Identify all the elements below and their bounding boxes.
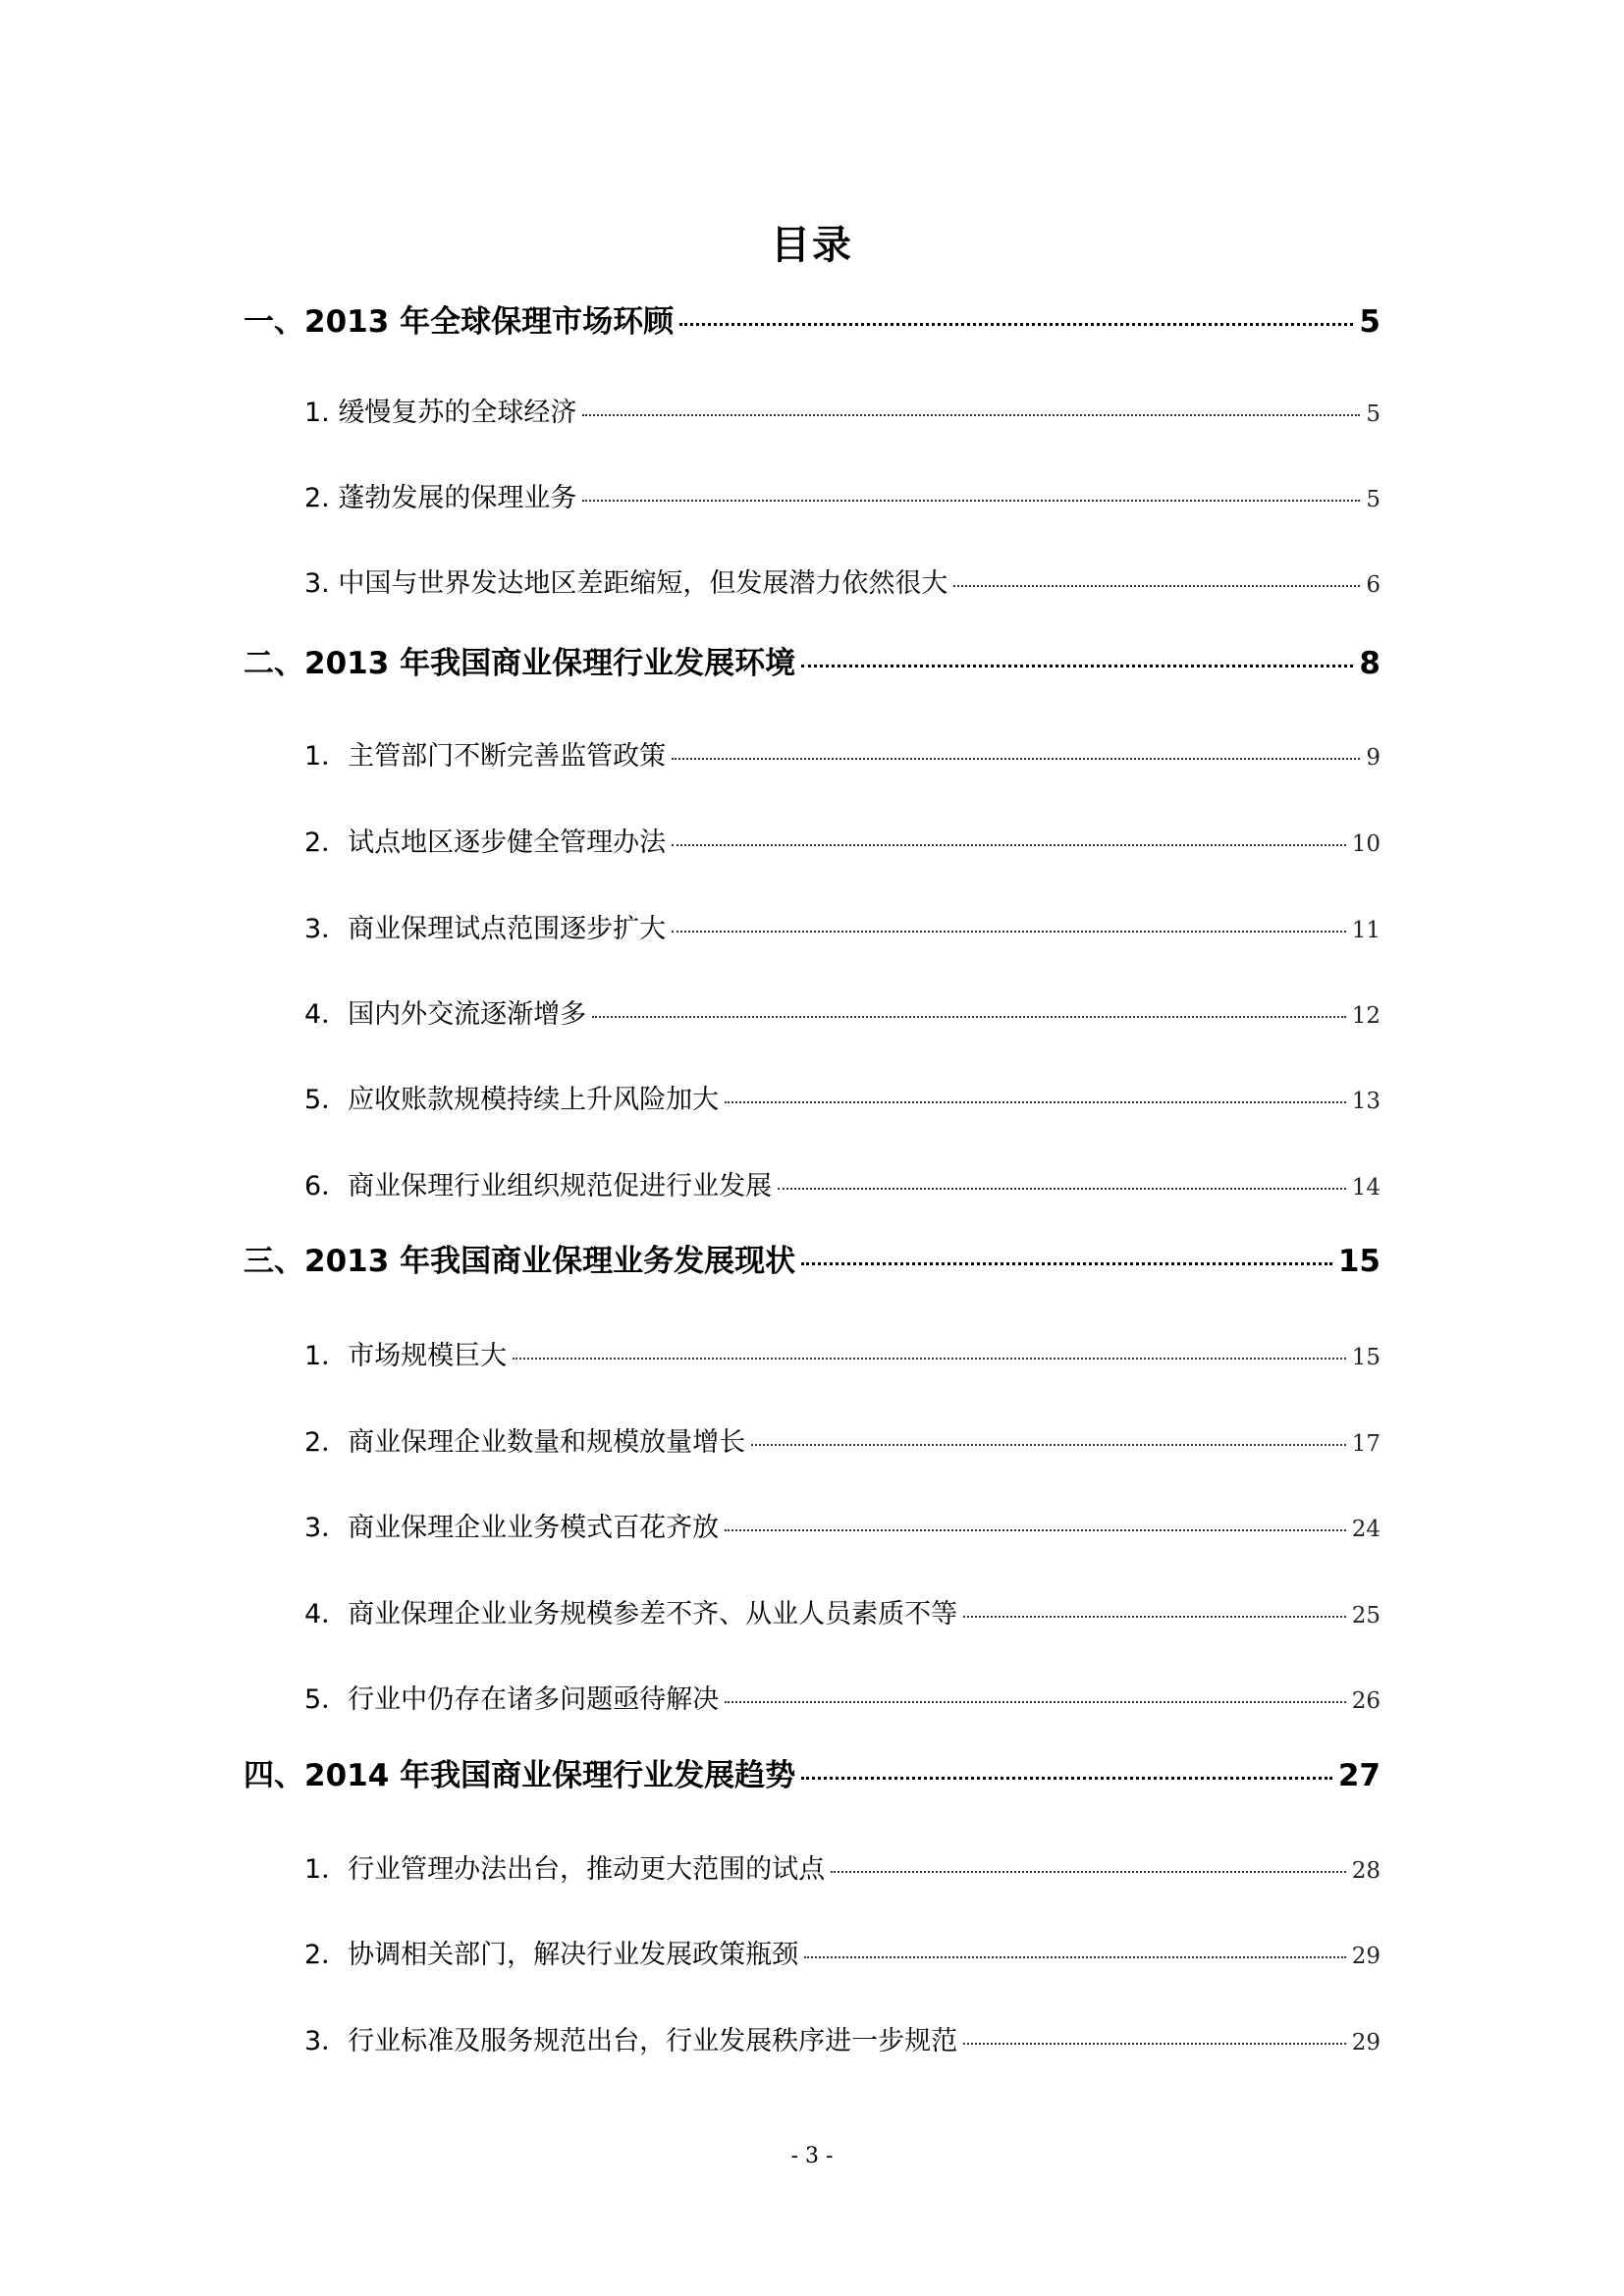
dot-leader	[831, 1871, 1346, 1873]
toc-item[interactable]	[304, 1078, 1380, 1116]
toc-item-label: 1．行业管理办法出台，推动更大范围的试点	[304, 1854, 826, 1885]
toc-item[interactable]	[304, 992, 1380, 1031]
toc-item[interactable]	[304, 391, 1380, 429]
toc-item-page-number: 10	[1351, 831, 1380, 857]
toc-item[interactable]	[304, 1506, 1380, 1544]
toc-item[interactable]	[304, 1420, 1380, 1459]
toc-item[interactable]	[304, 907, 1380, 945]
toc-section-page-number: 15	[1337, 1244, 1380, 1279]
toc-item-page-number: 12	[1351, 1003, 1380, 1029]
dot-leader	[672, 844, 1346, 846]
toc-item-page-number: 5	[1366, 401, 1380, 427]
toc-item-page-number: 6	[1366, 572, 1380, 598]
toc-item[interactable]	[304, 1933, 1380, 1971]
dot-leader	[672, 931, 1346, 933]
toc-item[interactable]	[304, 1592, 1380, 1630]
dot-leader	[725, 1701, 1346, 1703]
toc-item-label: 3．商业保理企业业务模式百花齐放	[304, 1513, 720, 1543]
toc-item[interactable]	[304, 821, 1380, 859]
dot-leader	[801, 1262, 1332, 1265]
toc-item[interactable]	[304, 561, 1380, 600]
toc-item[interactable]	[304, 476, 1380, 514]
toc-item-page-number: 14	[1351, 1175, 1380, 1201]
dot-leader	[804, 1956, 1346, 1958]
toc-item-page-number: 17	[1351, 1431, 1380, 1457]
toc-item-label: 5．行业中仍存在诸多问题亟待解决	[304, 1684, 720, 1715]
toc-item-label: 6．商业保理行业组织规范促进行业发展	[304, 1171, 773, 1201]
toc-item-page-number: 9	[1366, 745, 1380, 771]
toc-item-label: 1. 缓慢复苏的全球经济	[304, 398, 577, 428]
toc-item-page-number: 24	[1351, 1517, 1380, 1542]
dot-leader	[963, 2043, 1346, 2045]
toc-item-label: 2. 蓬勃发展的保理业务	[304, 483, 577, 513]
dot-leader	[801, 1777, 1332, 1780]
toc-section-label: 四、2014 年我国商业保理行业发展趋势	[244, 1758, 796, 1793]
toc-section-label: 一、2013 年全球保理市场环顾	[244, 304, 675, 340]
toc-section[interactable]	[244, 1750, 1380, 1794]
toc-item-page-number: 11	[1351, 918, 1380, 943]
dot-leader	[725, 1101, 1346, 1103]
toc-item[interactable]	[304, 1678, 1380, 1716]
toc-item-page-number: 29	[1351, 1944, 1380, 1969]
toc-item-page-number: 25	[1351, 1603, 1380, 1629]
toc-section[interactable]	[244, 638, 1380, 682]
dot-leader	[725, 1529, 1346, 1531]
toc-section-page-number: 5	[1359, 304, 1380, 340]
toc-item-label: 2．协调相关部门，解决行业发展政策瓶颈	[304, 1940, 799, 1970]
toc-item-page-number: 15	[1351, 1345, 1380, 1370]
dot-leader	[592, 1016, 1346, 1018]
toc-item-label: 2．试点地区逐步健全管理办法	[304, 828, 667, 858]
toc-section-page-number: 8	[1359, 646, 1380, 681]
toc-item-page-number: 26	[1351, 1688, 1380, 1714]
toc-item-page-number: 13	[1351, 1089, 1380, 1114]
dot-leader	[582, 500, 1360, 502]
toc-item[interactable]	[304, 1164, 1380, 1202]
toc-item-label: 5．应收账款规模持续上升风险加大	[304, 1085, 720, 1115]
dot-leader	[582, 414, 1360, 416]
toc-section-label: 二、2013 年我国商业保理行业发展环境	[244, 646, 796, 681]
toc-section[interactable]	[244, 1236, 1380, 1280]
toc-title: 目录	[771, 223, 853, 268]
toc-item-label: 3. 中国与世界发达地区差距缩短，但发展潜力依然很大	[304, 568, 948, 599]
toc-item-label: 3．商业保理试点范围逐步扩大	[304, 914, 667, 944]
dot-leader	[963, 1616, 1346, 1618]
dot-leader	[801, 665, 1353, 667]
dot-leader	[751, 1444, 1346, 1446]
toc-item-label: 2．商业保理企业数量和规模放量增长	[304, 1427, 746, 1458]
toc-section[interactable]	[244, 296, 1380, 341]
toc-item-page-number: 28	[1351, 1858, 1380, 1884]
page-number-footer: - 3 -	[790, 2144, 834, 2168]
toc-item[interactable]	[304, 1334, 1380, 1372]
toc-section-label: 三、2013 年我国商业保理业务发展现状	[244, 1244, 796, 1279]
toc-item[interactable]	[304, 1847, 1380, 1886]
toc-item-page-number: 5	[1366, 487, 1380, 512]
toc-item[interactable]	[304, 2019, 1380, 2057]
toc-item[interactable]	[304, 734, 1380, 773]
dot-leader	[513, 1358, 1346, 1360]
toc-item-label: 3．行业标准及服务规范出台，行业发展秩序进一步规范	[304, 2026, 958, 2056]
toc-item-label: 4．商业保理企业业务规模参差不齐、从业人员素质不等	[304, 1599, 958, 1629]
toc-item-page-number: 29	[1351, 2030, 1380, 2056]
dot-leader	[778, 1188, 1346, 1190]
dot-leader	[953, 585, 1360, 587]
toc-item-label: 1．市场规模巨大	[304, 1341, 508, 1371]
toc-section-page-number: 27	[1337, 1758, 1380, 1793]
dot-leader	[679, 323, 1353, 326]
dot-leader	[672, 758, 1360, 760]
toc-item-label: 4．国内外交流逐渐增多	[304, 999, 587, 1030]
toc-item-label: 1．主管部门不断完善监管政策	[304, 741, 667, 772]
